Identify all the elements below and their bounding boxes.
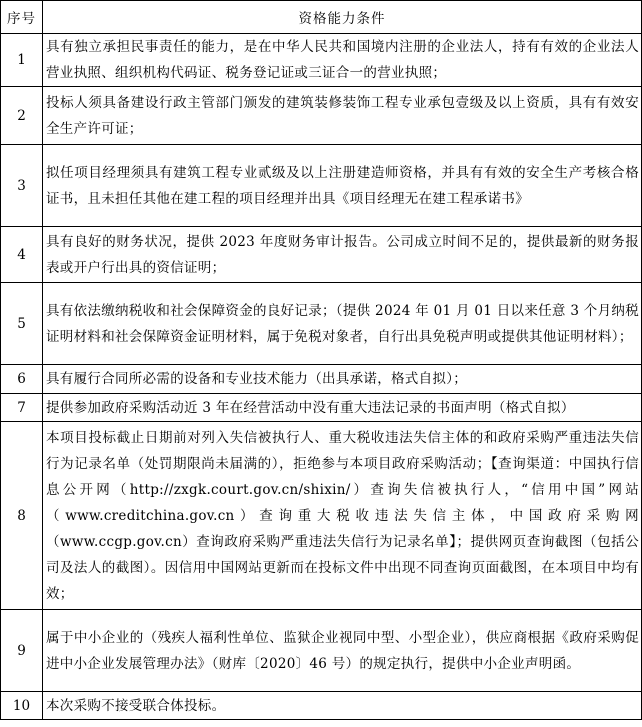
table-row <box>1 34 642 87</box>
table-row <box>1 87 642 145</box>
table-row <box>1 610 642 692</box>
requirement-text: 拟任项目经理须具有建筑工程专业贰级及以上注册建造师资格，并具有有效的安全生产考核合格证书，且未担任其他在建工程的项目经理并出具《项目经理无在建工程承诺书》 <box>43 145 642 227</box>
row-number: 1 <box>1 34 43 87</box>
row-number: 6 <box>1 365 43 394</box>
column-header-number: 序号 <box>1 1 43 34</box>
row-number: 2 <box>1 87 43 145</box>
table-header-row <box>1 1 642 34</box>
table-row <box>1 145 642 227</box>
table-row <box>1 394 642 422</box>
requirement-text: 本项目投标截止日期前对列入失信被执行人、重大税收违法失信主体的和政府采购严重违法失信行为记录名单（处罚期限尚未届满的），拒绝参与本项目政府采购活动；【查询渠道：中国执行信息公开网（http://zxgk.court.gov.cn/shixin/）查询失信被执行人，“信用中国”网站（www.creditchina.gov.cn）查询重大税收违法失信主体，中国政府采购网（www.ccgp.gov.cn）查询政府采购严重违法失信行为记录名单】；提供网页查询截图（包括公司及法人的截图）。因信用中国网站更新而在投标文件中出现不同查询页面截图，在本项目中均有效； <box>43 422 642 610</box>
requirement-text: 具有依法缴纳税收和社会保障资金的良好记录；（提供 2024 年 01 月 01 日以来任意 3 个月纳税证明材料和社会保障资金证明材料，属于免税对象者，自行出具免税声明或提供其他证明材料）； <box>43 283 642 365</box>
requirement-text: 具有履行合同所必需的设备和专业技术能力（出具承诺，格式自拟）； <box>43 365 642 394</box>
row-number: 9 <box>1 610 43 692</box>
row-number: 3 <box>1 145 43 227</box>
requirement-text: 属于中小企业的（残疾人福利性单位、监狱企业视同中型、小型企业），供应商根据《政府采购促进中小企业发展管理办法》（财库〔2020〕46 号）的规定执行，提供中小企业声明函。 <box>43 610 642 692</box>
requirement-text: 本次采购不接受联合体投标。 <box>43 692 642 720</box>
row-number: 7 <box>1 394 43 422</box>
row-number: 5 <box>1 283 43 365</box>
requirement-text: 投标人须具备建设行政主管部门颁发的建筑装修装饰工程专业承包壹级及以上资质，具有有效安全生产许可证； <box>43 87 642 145</box>
table-row <box>1 283 642 365</box>
column-header-requirements: 资格能力条件 <box>43 1 642 34</box>
table-row <box>1 365 642 394</box>
row-number: 8 <box>1 422 43 610</box>
table-row <box>1 227 642 283</box>
requirement-text: 具有良好的财务状况，提供 2023 年度财务审计报告。公司成立时间不足的，提供最新的财务报表或开户行出具的资信证明； <box>43 227 642 283</box>
requirement-text: 具有独立承担民事责任的能力，是在中华人民共和国境内注册的企业法人，持有有效的企业法人营业执照、组织机构代码证、税务登记证或三证合一的营业执照； <box>43 34 642 87</box>
row-number: 4 <box>1 227 43 283</box>
table-row <box>1 422 642 610</box>
requirement-text: 提供参加政府采购活动近 3 年在经营活动中没有重大违法记录的书面声明（格式自拟） <box>43 394 642 422</box>
table-row <box>1 692 642 720</box>
row-number: 10 <box>1 692 43 720</box>
